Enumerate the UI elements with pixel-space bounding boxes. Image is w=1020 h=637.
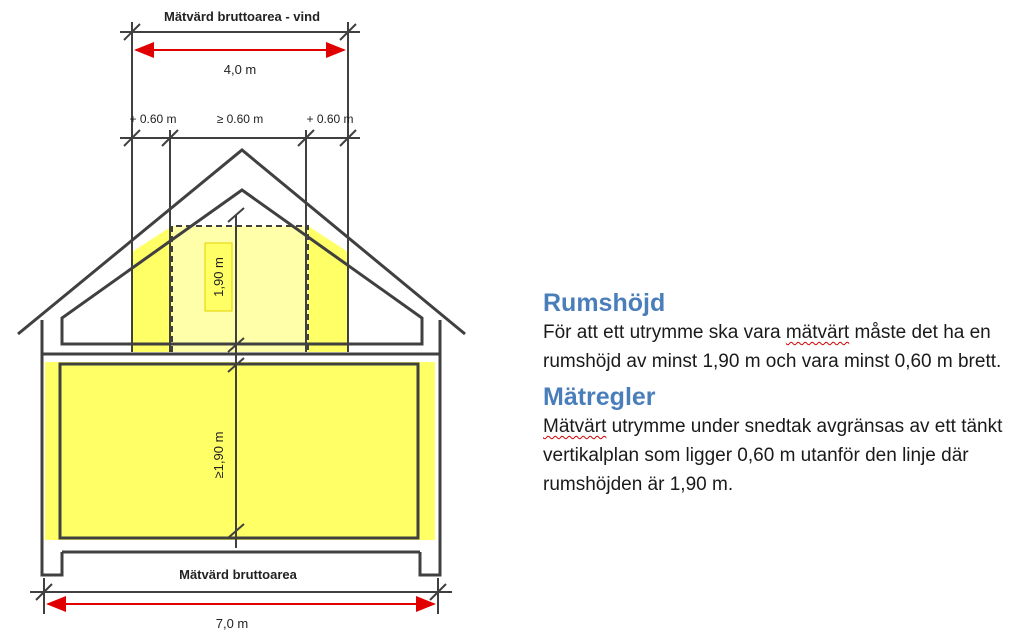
top-area-title: Mätvärd bruttoarea - vind xyxy=(163,9,321,24)
attic-core-area xyxy=(172,226,308,352)
heading-rumshojd: Rumshöjd xyxy=(543,289,666,317)
floor-height-label: ≥1,90 m xyxy=(211,431,226,479)
p2-text-b: utrymme under snedtak avgränsas av ett tänkt vertikalplan som ligger 0,60 m utanför den linje där rumshöjden är 1,90 m. xyxy=(543,416,1003,495)
seg-left-label: + 0.60 m xyxy=(129,112,177,126)
top-width-label: 4,0 m xyxy=(223,62,257,77)
seg-right-label: + 0.60 m xyxy=(306,112,354,126)
floor-measurable-area xyxy=(45,362,435,540)
paragraph-matregler xyxy=(543,412,1013,499)
p1-squiggle-word: mätvärt xyxy=(785,322,850,343)
bottom-area-title: Mätvärd bruttoarea xyxy=(179,567,297,582)
paragraph-rumshojd xyxy=(543,318,1013,376)
text-panel xyxy=(543,288,1013,505)
house-section-diagram xyxy=(0,0,470,637)
bottom-width-label: 7,0 m xyxy=(215,616,249,631)
attic-height-label: 1,90 m xyxy=(211,257,226,297)
p2-squiggle-word: Mätvärt xyxy=(543,416,607,437)
seg-mid-label: ≥ 0.60 m xyxy=(216,112,264,126)
p1-text-a: För att ett utrymme ska vara xyxy=(543,322,786,343)
p1-text-b: måste det ha en rumshöjd av minst 1,90 m och vara minst 0,60 m brett. xyxy=(543,322,1002,372)
heading-matregler: Mätregler xyxy=(543,383,656,411)
